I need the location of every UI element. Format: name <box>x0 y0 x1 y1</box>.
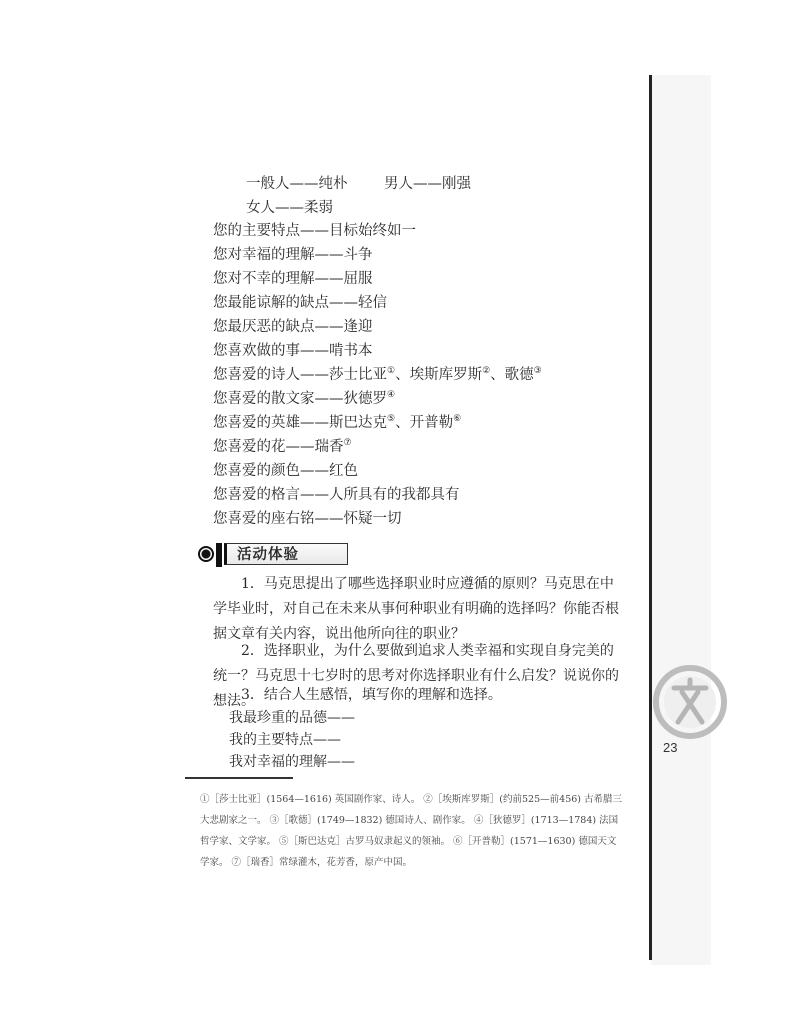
profile-line: 您最厌恶的缺点——逢迎 <box>213 319 373 335</box>
fill-in-line: 我最珍重的品德—— <box>229 710 355 726</box>
profile-line: 您喜爱的花——瑞香⑦ <box>213 438 352 455</box>
profile-line: 您喜爱的诗人——莎士比亚①、埃斯库罗斯②、歌德③ <box>213 366 542 383</box>
fill-in-line: 我的主要特点—— <box>229 732 341 748</box>
profile-line: 您喜爱的散文家——狄德罗④ <box>213 390 396 407</box>
section-header <box>198 541 353 569</box>
fill-in-line: 我对幸福的理解—— <box>229 754 355 770</box>
profile-line: 您喜爱的座右铭——怀疑一切 <box>213 511 402 527</box>
wen-character-emblem-icon <box>652 664 728 740</box>
activity-question-2: 2．选择职业，为什么要做到追求人类幸福和实现自身完美的统一？马克思十七岁时的思考对你选择职业有什么启发？说说你的想法。 <box>213 643 619 709</box>
profile-line: 您对幸福的理解——斗争 <box>213 247 373 263</box>
profile-line: 一般人——纯朴 <box>246 176 348 192</box>
bullet-icon <box>198 546 214 562</box>
section-bar <box>216 543 222 567</box>
profile-line: 您的主要特点——目标始终如一 <box>213 223 416 239</box>
margin-rule <box>649 75 652 960</box>
page-margin-strip <box>651 75 711 965</box>
footnote-rule <box>185 777 293 779</box>
profile-line: 您最能谅解的缺点——轻信 <box>213 295 387 311</box>
activity-question-1: 1．马克思提出了哪些选择职业时应遵循的原则？马克思在中学毕业时，对自己在未来从事何种职业有明确的选择吗？你能否根据文章有关内容，说出他所向往的职业？ <box>213 576 619 642</box>
profile-line: 您喜爱的格言——人所具有的我都具有 <box>213 487 460 503</box>
profile-line: 您对不幸的理解——屈服 <box>213 271 373 287</box>
activity-question-3: 3．结合人生感悟，填写你的理解和选择。 <box>241 687 502 703</box>
profile-line: 您喜爱的颜色——红色 <box>213 463 358 479</box>
profile-line: 您喜欢做的事——啃书本 <box>213 343 373 359</box>
footnotes: ①［莎士比亚］(1564—1616) 英国剧作家、诗人。 ②［埃斯库罗斯］(约前525—前456) 古希腊三大悲剧家之一。 ③［歌德］(1749—1832) 德国诗人、剧作家。 ④［狄德罗］(1713—1784) 法国哲学家、文学家。 ⑤［斯巴达克］古罗马奴隶起义的领袖。 ⑥［开普勒］(1571—1630) 德国天文学家。 ⑦［瑞香］常绿灌木，花芳香，原产中国。 <box>200 794 623 868</box>
profile-line: 男人——刚强 <box>384 176 471 192</box>
page-number: 23 <box>663 740 678 755</box>
section-title: 活动体验 <box>224 543 348 565</box>
profile-line: 女人——柔弱 <box>246 200 333 216</box>
profile-line: 您喜爱的英雄——斯巴达克⑤、开普勒⑥ <box>213 414 462 431</box>
